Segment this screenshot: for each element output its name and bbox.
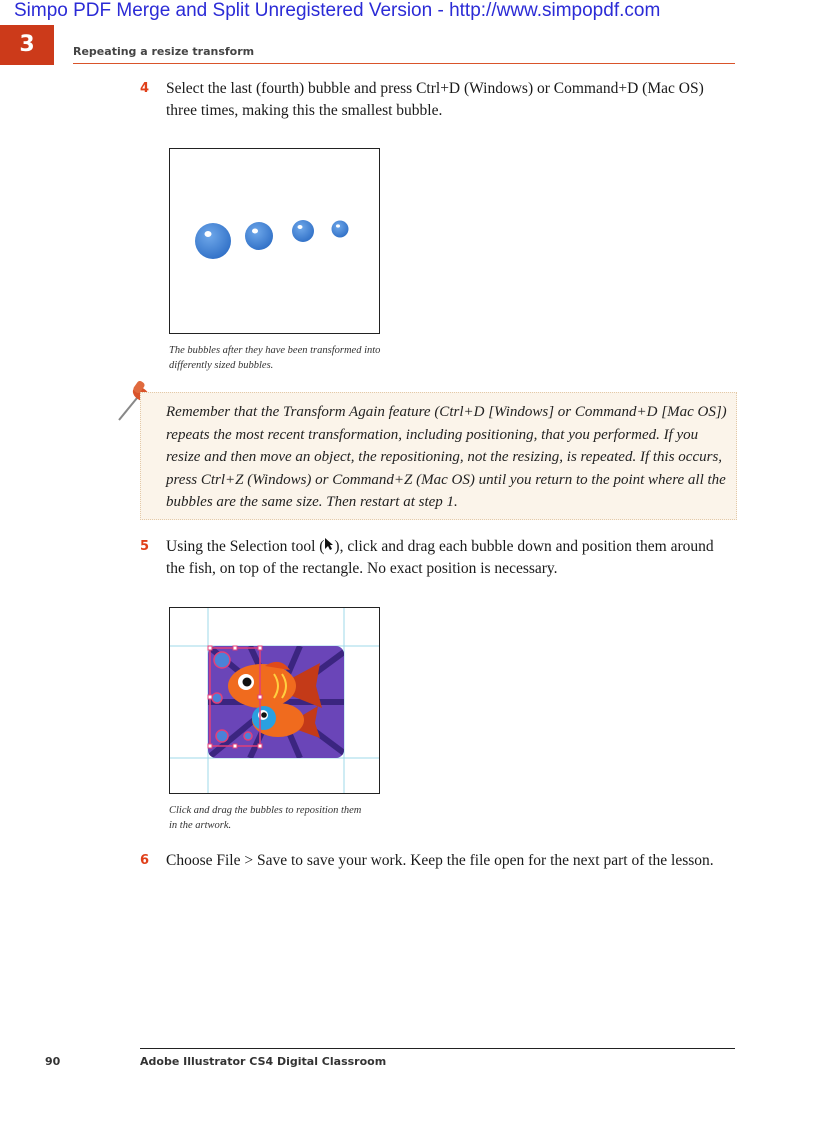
tip-text: Remember that the Transform Again feature (Ctrl+D [Windows] or Command+D [Mac OS]) repeats the most recent transformation, including positioning, that you performed. If you resize and then move an object, the repositioning, not the resizing, is repeated. If this occurs, press Ctrl+Z (Windows) or Command+Z (Mac OS) until you return to the point where all the bubbles are the same size. Then restart at step 1. [166,404,727,510]
running-head: Repeating a resize transform [73,45,255,58]
step-number: 5 [140,539,150,554]
fish-figure [169,607,380,794]
step-4 [140,78,735,122]
footer-rule [140,1048,735,1049]
step-text: Choose File > Save to save your work. Keep the file open for the next part of the lesson. [166,852,714,869]
book-title: Adobe Illustrator CS4 Digital Classroom [140,1055,387,1068]
figure-caption-1: The bubbles after they have been transformed into differently sized bubbles. [169,345,381,371]
bubbles-illustration [170,149,379,333]
watermark-banner: Simpo PDF Merge and Split Unregistered Version - http://www.simpopdf.com [14,0,661,21]
step-text: Using the Selection tool ( ), click and drag each bubble down and position them around the fish, on top of the rectangle. No exact position is necessary. [166,538,714,577]
step-5 [140,536,735,580]
fish-illustration [170,608,379,793]
step-6 [140,850,735,872]
bubble-large [195,223,231,259]
header-rule [73,63,735,64]
page-number: 90 [45,1055,61,1068]
selection-arrow-icon [324,537,334,551]
step-text: Select the last (fourth) bubble and press Ctrl+D (Windows) or Command+D (Mac OS) three times, making this the smallest bubble. [166,80,704,119]
bubble-small [292,220,314,242]
step-number: 4 [140,81,150,96]
bubble-medium [245,222,273,250]
step-number: 6 [140,853,150,868]
bubbles-figure [169,148,380,334]
figure-caption-2: Click and drag the bubbles to reposition them in the artwork. [169,805,362,831]
bubble-smallest [332,221,349,238]
tip-box [140,392,737,520]
chapter-tab: 3 [0,25,54,65]
